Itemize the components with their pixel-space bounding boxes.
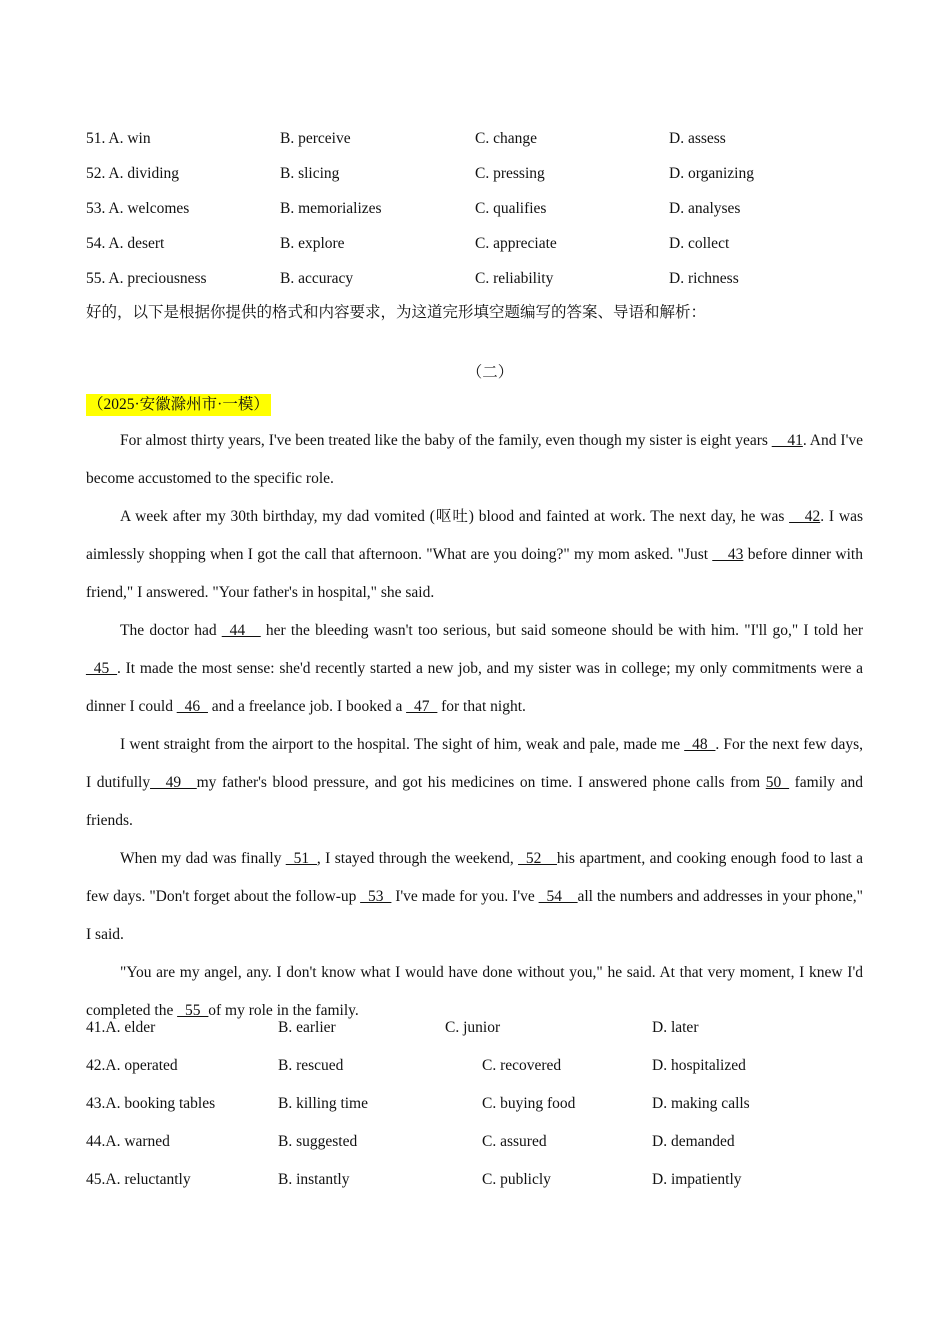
option-55-c: C. reliability xyxy=(475,270,554,287)
option-45-d: D. impatiently xyxy=(652,1171,742,1188)
paragraph-1 xyxy=(86,422,863,498)
text: The doctor had xyxy=(120,622,222,639)
text: , I stayed through the weekend, xyxy=(316,850,519,867)
text: For almost thirty years, I've been treated like the baby of the family, even though my sister is eight years xyxy=(120,432,772,449)
option-42-c: C. recovered xyxy=(482,1057,562,1074)
option-41-c: C. junior xyxy=(445,1019,501,1036)
option-44-a: 44.A. warned xyxy=(86,1133,170,1150)
text: . And I've become accustomed to the specific role. xyxy=(86,432,863,487)
option-54-a: 54. A. desert xyxy=(86,235,165,252)
blank-41: __41 xyxy=(771,432,803,449)
option-52-d: D. organizing xyxy=(669,165,754,182)
text: his apartment, and cooking enough food to last a few days. "Don't forget about the follow-up xyxy=(86,850,863,905)
option-43-d: D. making calls xyxy=(652,1095,750,1112)
blank-42: __42 xyxy=(789,508,821,525)
blank-49: __49__ xyxy=(150,774,197,791)
text: . It made the most sense: she'd recently started a new job, and my sister was in college; my only commitments were a dinner I could xyxy=(86,660,863,715)
text: for that night. xyxy=(437,698,526,715)
text: all the numbers and addresses in your phone," I said. xyxy=(86,888,863,943)
text: When my dad was finally xyxy=(120,850,286,867)
blank-44: _44__ xyxy=(221,622,261,639)
blank-53: _53_ xyxy=(360,888,392,905)
blank-48: _48_ xyxy=(684,736,716,753)
option-55-a: 55. A. preciousness xyxy=(86,270,207,287)
text: my father's blood pressure, and got his medicines on time. I answered phone calls from xyxy=(196,774,766,791)
text: . For the next few days, I dutifully xyxy=(86,736,863,791)
option-54-b: B. explore xyxy=(280,235,345,252)
text: "You are my angel, any. I don't know what I would have done without you," he said. At that very moment, I knew I'd completed the xyxy=(86,964,863,1019)
paragraph-3 xyxy=(86,612,863,726)
text: her the bleeding wasn't too serious, but said someone should be with him. "I'll go," I told her xyxy=(260,622,863,639)
option-45-b: B. instantly xyxy=(278,1171,350,1188)
option-55-b: B. accuracy xyxy=(280,270,354,287)
option-54-d: D. collect xyxy=(669,235,730,252)
blank-43: __43 xyxy=(712,546,744,563)
text: of my role in the family. xyxy=(208,1002,359,1019)
option-41-d: D. later xyxy=(652,1019,699,1036)
paragraph-2 xyxy=(86,498,863,612)
option-51-d: D. assess xyxy=(669,130,726,147)
paragraph-5 xyxy=(86,840,863,954)
paragraph-4 xyxy=(86,726,863,840)
option-44-d: D. demanded xyxy=(652,1133,735,1150)
text: I went straight from the airport to the hospital. The sight of him, weak and pale, made me xyxy=(120,736,685,753)
blank-47: _47_ xyxy=(406,698,438,715)
text: . I was aimlessly shopping when I got the call that afternoon. "What are you doing?" my mom asked. "Just xyxy=(86,508,863,563)
option-52-c: C. pressing xyxy=(475,165,545,182)
text: and a freelance job. I booked a xyxy=(207,698,407,715)
blank-50: 50_ xyxy=(765,774,790,791)
blank-45: _45_ xyxy=(86,660,117,677)
option-43-a: 43.A. booking tables xyxy=(86,1095,216,1112)
option-51-b: B. perceive xyxy=(280,130,351,147)
option-43-b: B. killing time xyxy=(278,1095,368,1112)
text: before dinner with friend," I answered. "Your father's in hospital," she said. xyxy=(86,546,863,601)
blank-55: _55_ xyxy=(177,1002,209,1019)
option-44-b: B. suggested xyxy=(278,1133,358,1150)
section-heading: （二） xyxy=(466,364,514,381)
option-45-c: C. publicly xyxy=(482,1171,551,1188)
blank-46: _46_ xyxy=(176,698,208,715)
option-51-a: 51. A. win xyxy=(86,130,151,147)
option-55-d: D. richness xyxy=(669,270,739,287)
source-tag: （2025·安徽滁州市·一模） xyxy=(86,394,271,416)
option-45-a: 45.A. reluctantly xyxy=(86,1171,191,1188)
intro-note: 好的，以下是根据你提供的格式和内容要求，为这道完形填空题编写的答案、导语和解析： xyxy=(86,304,707,321)
option-52-a: 52. A. dividing xyxy=(86,165,180,182)
option-54-c: C. appreciate xyxy=(475,235,557,252)
cloze-passage xyxy=(86,422,863,1030)
option-41-b: B. earlier xyxy=(278,1019,336,1036)
option-52-b: B. slicing xyxy=(280,165,340,182)
blank-52: _52__ xyxy=(518,850,557,867)
option-53-a: 53. A. welcomes xyxy=(86,200,190,217)
option-44-c: C. assured xyxy=(482,1133,547,1150)
text: family and friends. xyxy=(86,774,863,829)
option-51-c: C. change xyxy=(475,130,537,147)
option-42-a: 42.A. operated xyxy=(86,1057,178,1074)
option-53-b: B. memorializes xyxy=(280,200,382,217)
option-42-d: D. hospitalized xyxy=(652,1057,746,1074)
option-42-b: B. rescued xyxy=(278,1057,344,1074)
blank-51: _51_ xyxy=(285,850,317,867)
text: A week after my 30th birthday, my dad vomited (呕吐) blood and fainted at work. The next day, he was xyxy=(120,508,790,525)
option-41-a: 41.A. elder xyxy=(86,1019,156,1036)
option-53-c: C. qualifies xyxy=(475,200,547,217)
option-53-d: D. analyses xyxy=(669,200,741,217)
option-43-c: C. buying food xyxy=(482,1095,576,1112)
blank-54: _54__ xyxy=(538,888,578,905)
text: I've made for you. I've xyxy=(391,888,539,905)
